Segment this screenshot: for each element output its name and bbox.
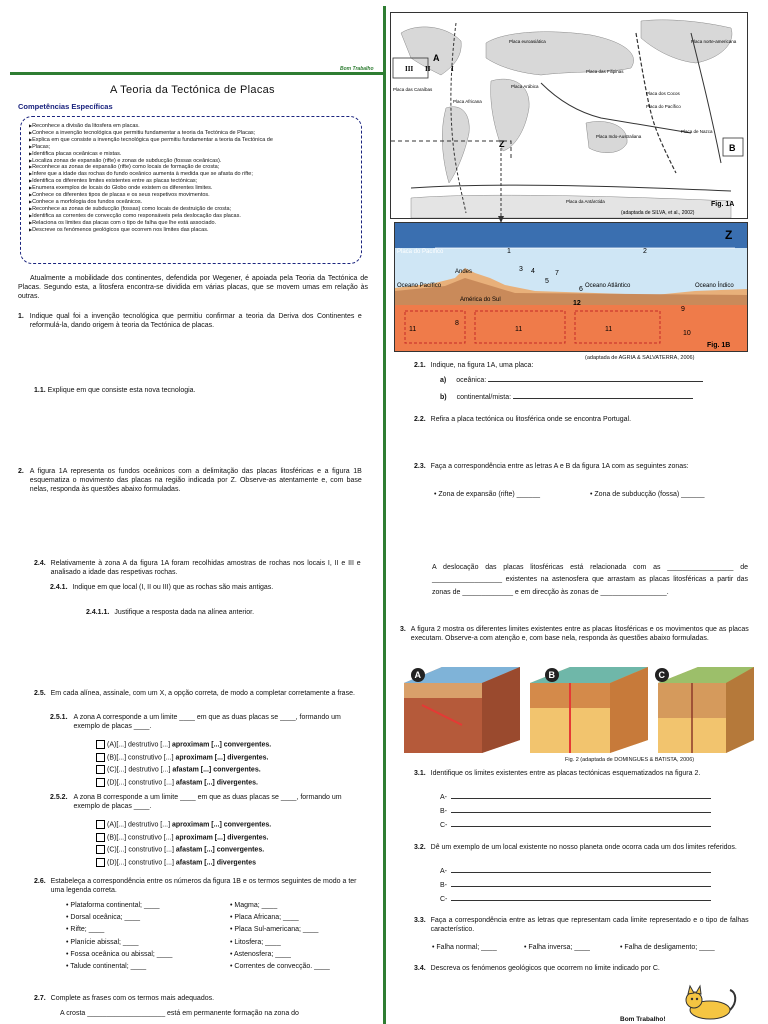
fig1a-source: (adaptada de SILVA, et al., 2002) [621,210,695,216]
q1-1: 1.1. Explique em que consiste esta nova tecnologia. [34,387,196,394]
marker-z: Z [499,139,505,149]
competencia-item: ▶ Reconhece as zonas de subducção (fossas) como locais de destruição de crosta; [29,206,353,213]
bom-trabalho-footer: Bom Trabalho! [620,1016,666,1023]
q3-1: 3.1. Identifique os limites existentes entre as placas tectónicas esquematizados na figura 2. [414,770,701,777]
competencia-item: ▶ Conhece a morfologia dos fundos oceânicos. [29,199,353,206]
marker-iii: III [405,65,414,73]
q1-text: Indique qual foi a invenção tecnológica que permitiu confirmar a teoria da Deriva dos Continentes e reformulá-la, dando origem à teoria da Tectónica de placas. [29,313,362,329]
q2-1-b: b) continental/mista: [440,394,693,403]
num-6: 6 [579,286,583,293]
term-item: • Placa Africana; ____ [230,914,299,922]
intro-text: Atualmente a mobilidade dos continentes, defendida por Wegener, é apoiada pela Teoria da Tectónica de Placas. Segundo esta, a litosfera encontra-se dividida em várias placas, que se movem umas em relação às outras. [18,275,368,300]
checkbox[interactable] [96,740,105,749]
marker-b: B [729,143,736,153]
q2-1-a: a) oceânica: [440,377,703,386]
label-america-sul: América do Sul [460,297,501,303]
num-11b: 11 [515,326,523,333]
num-5: 5 [545,278,549,285]
checkbox[interactable] [96,858,105,867]
competencia-item: ▶ Identifica as correntes de convecção como responsáveis pela deslocação das placas. [29,213,353,220]
num-2: 2 [643,248,647,255]
num-4: 4 [531,268,535,275]
label-oceano-indico: Oceano Índico [695,283,734,289]
answer-line-row: B- [440,882,711,891]
q3-2: 3.2. Dê um exemplo de um local existente no nosso planeta onde ocorra cada um dos limites referidos. [414,844,737,851]
term-item: • Rifte; ____ [66,926,105,934]
q3-4: 3.4. Descreva os fenómenos geológicos que ocorrem no limite indicado por C. [414,965,660,972]
fig1b-label: Fig. 1B [707,342,731,349]
figure-2 [402,665,756,755]
option-d: (D)[...] construtivo [...] afastam [...] divergentes [96,858,256,868]
answer-line-row: B- [440,808,711,817]
option-a: (A)[...] destrutivo [...] aproximam [...] convergentes. [96,820,271,830]
q3: 3. A figura 2 mostra os diferentes limites existentes entre as placas litosféricas e os movimentos que as placas executam. Observe-a com atenção e, com base nela, responda às questões abaixo formuladas. [400,626,749,642]
answer-line-row: C- [440,822,711,831]
label-placa-pacifico-b: Placa do Pacífico [397,249,444,255]
num-11c: 11 [605,326,613,333]
q1 [18,313,368,331]
answer-line-row: A- [440,868,711,877]
checkbox[interactable] [96,753,105,762]
q3-3-opt-1: • Falha normal; ____ [432,944,497,951]
q2-3-opt-2: • Zona de subducção (fossa) ______ [590,491,705,498]
page-title: A Teoria da Tectónica de Placas [110,84,275,96]
label-placa-pacifico: Placa do Pacífico [646,104,681,109]
figure-1a-map [390,12,748,219]
q3-3-opt-3: • Falha de desligamento; ____ [620,944,715,951]
marker-i: I [451,65,454,73]
q2-3-opt-1: • Zona de expansão (rifte) ______ [434,491,540,498]
label-placa-norte-americana: Placa norte-americana [691,39,737,44]
q2-6: 2.6. Estabeleça a correspondência entre os números da figura 1B e os termos seguintes de modo a ter uma legenda correta. [34,878,357,894]
q2-3: 2.3. Faça a correspondência entre as letras A e B da figura 1A com as seguintes zonas: [414,463,689,470]
checkbox[interactable] [96,833,105,842]
competencia-item: ▶ Explica em que consiste a invenção tecnológica que permitiu fundamentar a teoria da Tectónica de [29,137,353,144]
cat-cartoon-icon [680,982,740,1022]
term-item: • Litosfera; ____ [230,938,281,946]
term-item: • Fossa oceânica ou abissal; ____ [66,950,173,958]
competencia-item: ▶ Reconhece as zonas de expansão (rifte) como locais de formação de crosta; [29,164,353,171]
figure-1b-section [394,222,748,352]
option-a: (A)[...] destrutivo [...] aproximam [...] convergentes. [96,740,271,750]
q2-4: 2.4. Relativamente à zona A da figura 1A foram recolhidas amostras de rochas nos locais I, II e III e analisado a idade das respetivas rochas. [34,560,361,576]
num-11a: 11 [409,326,417,333]
fig1a-label: Fig. 1A [711,201,735,208]
competencia-item: ▶ Localiza zonas de expansão (rifte) e zonas de subducção (fossas oceânicas). [29,158,353,165]
competencias-list [29,123,353,234]
label-placa-antarctida: Placa da Antárctida [566,199,605,204]
q3-3: 3.3. Faça a correspondência entre as letras que representam cada limite representado e o tipo de falhas característico. [414,917,749,933]
checkbox[interactable] [96,845,105,854]
label-placa-filipinas: Placa das Filipinas [586,69,624,74]
green-vertical-rule [383,6,386,1024]
competencia-item: ▶ Conhece os diferentes tipos de placas e os seus respetivos movimentos. [29,192,353,199]
label-placa-indo-australiana: Placa Indo-Australiana [596,134,642,139]
q3-3-opt-2: • Falha inversa; ____ [524,944,590,951]
option-c: (C)[...] destrutivo [...] afastam [...] convergentes. [96,765,261,775]
label-andes: Andes [455,269,473,275]
competencias-box [20,116,362,264]
q2-1: 2.1. Indique, na figura 1A, uma placa: [414,362,534,369]
competencia-item: ▶ Identifica placas oceânicas e mistas. [29,151,353,158]
term-item: • Talude continental; ____ [66,963,147,970]
answer-line[interactable] [451,812,711,813]
checkbox[interactable] [96,765,105,774]
q2-7-line: A crosta ____________________ está em permanente formação na zona do [60,1010,299,1017]
term-item: • Correntes de convecção. ____ [230,963,330,970]
option-c: (C)[...] construtivo [...] afastam [...] convergentes. [96,845,264,855]
num-12: 12 [573,300,581,307]
figure-2-blocks [402,665,756,755]
green-header-rule [10,72,385,75]
q2-7: 2.7. Complete as frases com os termos mais adequados. [34,995,215,1002]
answer-line[interactable] [451,872,711,873]
term-item: • Placa Sul-americana; ____ [230,926,319,934]
checkbox[interactable] [96,778,105,787]
term-item: • Dorsal oceânica; ____ [66,914,141,922]
term-item: • Plataforma continental; ____ [66,902,160,909]
label-placa-cocos: Placa dos Cocos [646,91,680,96]
q1-number: 1. [18,313,24,320]
z-connector [497,148,505,224]
q2: 2. A figura 1A representa os fundos oceânicos com a delimitação das placas litosféricas e a figura 1B esquematiza o movimento das placas na região indicada por Z. Observe-as atentamente e, com base nelas, responda às questões abaixo formuladas. [18,468,362,493]
competencia-item: ▶ Conhece a invenção tecnológica que permitiu fundamentar a teoria da Tectónica de Placas; [29,130,353,137]
num-7: 7 [555,270,559,277]
option-d: (D)[...] construtivo [...] afastam [...] divergentes. [96,778,258,788]
label-placa-nazca: Placa de Nazca [681,129,713,134]
competencia-item: ▶ Enumera exemplos de locais do Globo onde existem os diferentes limites. [29,185,353,192]
answer-line[interactable] [451,798,711,799]
num-1: 1 [507,248,511,255]
fig2-letter-c: C [658,670,665,680]
num-10: 10 [683,330,691,337]
label-placa-arabica: Placa Arábica [511,84,539,89]
answer-line[interactable] [451,886,711,887]
label-oceano-atlantico: Oceano Atlântico [585,283,631,289]
competencia-item: ▶ Infere que a idade das rochas do fundo oceânico aumenta à medida que se afasta do rifte; [29,171,353,178]
answer-line-row: C- [440,896,711,905]
competencias-title: Competências Específicas [18,102,113,111]
q2-2: 2.2. Refira a placa tectónica ou litosférica onde se encontra Portugal. [414,416,632,423]
fig2-letter-b: B [548,670,555,680]
q2-4-1: 2.4.1. Indique em que local (I, II ou III) que as rochas são mais antigas. [50,584,274,591]
term-item: • Planície abissal; ____ [66,938,139,946]
marker-ii: II [425,65,431,73]
marker-z-b: Z [725,228,733,242]
label-placa-africana: Placa Africana [453,99,482,104]
competencia-item: ▶ Identifica os diferentes limites existentes entre as placas tectónicas; [29,178,353,185]
q2-5: 2.5. Em cada alínea, assinale, com um X, a opção correta, de modo a completar corretamente a frase. [34,690,355,697]
competencia-item: ▶ Placas; [29,144,353,151]
world-plates-map [391,13,747,218]
num-8: 8 [455,320,459,327]
option-b: (B)[...] construtivo [...] aproximam [...] divergentes. [96,833,268,843]
fig1b-source: (adaptada de AGRIA & SALVATERRA, 2006) [585,355,695,361]
plate-cross-section [395,223,747,351]
answer-line-row: A- [440,794,711,803]
fig2-letter-a: A [414,670,421,680]
q2-1-b-answer-line[interactable] [513,398,693,399]
label-placa-euroasiatica: Placa euroasiática [509,39,546,44]
num-9: 9 [681,306,685,313]
fig2-caption: Fig. 2 (adaptada de DOMINGUES & BATISTA, 2006) [565,757,695,763]
deslocacao-text: A deslocação das placas litosféricas está relacionada com as _________________ de __________________ existentes na astenosfera que arrastam as placas litosféricas a partir das zonas de _____________ e em direcção às zonas de _________________. [432,564,748,596]
label-placa-caraibas: Placa das Caraíbas [393,87,433,92]
marker-a: A [433,53,440,63]
competencia-item: ▶ Descreve os fenómenos geológicos que ocorrem nos limites das placas. [29,227,353,234]
term-item: • Astenosfera; ____ [230,950,291,958]
q2-5-1: 2.5.1. A zona A corresponde a um limite ____ em que as duas placas se ____, formando um exemplo de placas ____. [50,714,341,730]
num-3: 3 [519,266,523,273]
answer-line[interactable] [451,900,711,901]
q2-5-2: 2.5.2. A zona B corresponde a um limite ____ em que as duas placas se ____, formando um exemplo de placas ____. [50,794,342,810]
competencia-item: ▶ Reconhece a divisão da litosfera em placas. [29,123,353,130]
term-item: • Magma; ____ [230,902,278,909]
q2-1-a-answer-line[interactable] [488,381,703,382]
option-b: (B)[...] construtivo [...] aproximam [...] divergentes. [96,753,268,763]
label-oceano-pacifico: Oceano Pacífico [397,283,442,289]
competencia-item: ▶ Relaciona os limites das placas com o tipo de falha que lhe está associado. [29,220,353,227]
bom-trabalho-header: Bom Trabalho [340,66,374,72]
q2-4-1-1: 2.4.1.1. Justifique a resposta dada na alínea anterior. [86,609,255,616]
answer-line[interactable] [451,826,711,827]
checkbox[interactable] [96,820,105,829]
